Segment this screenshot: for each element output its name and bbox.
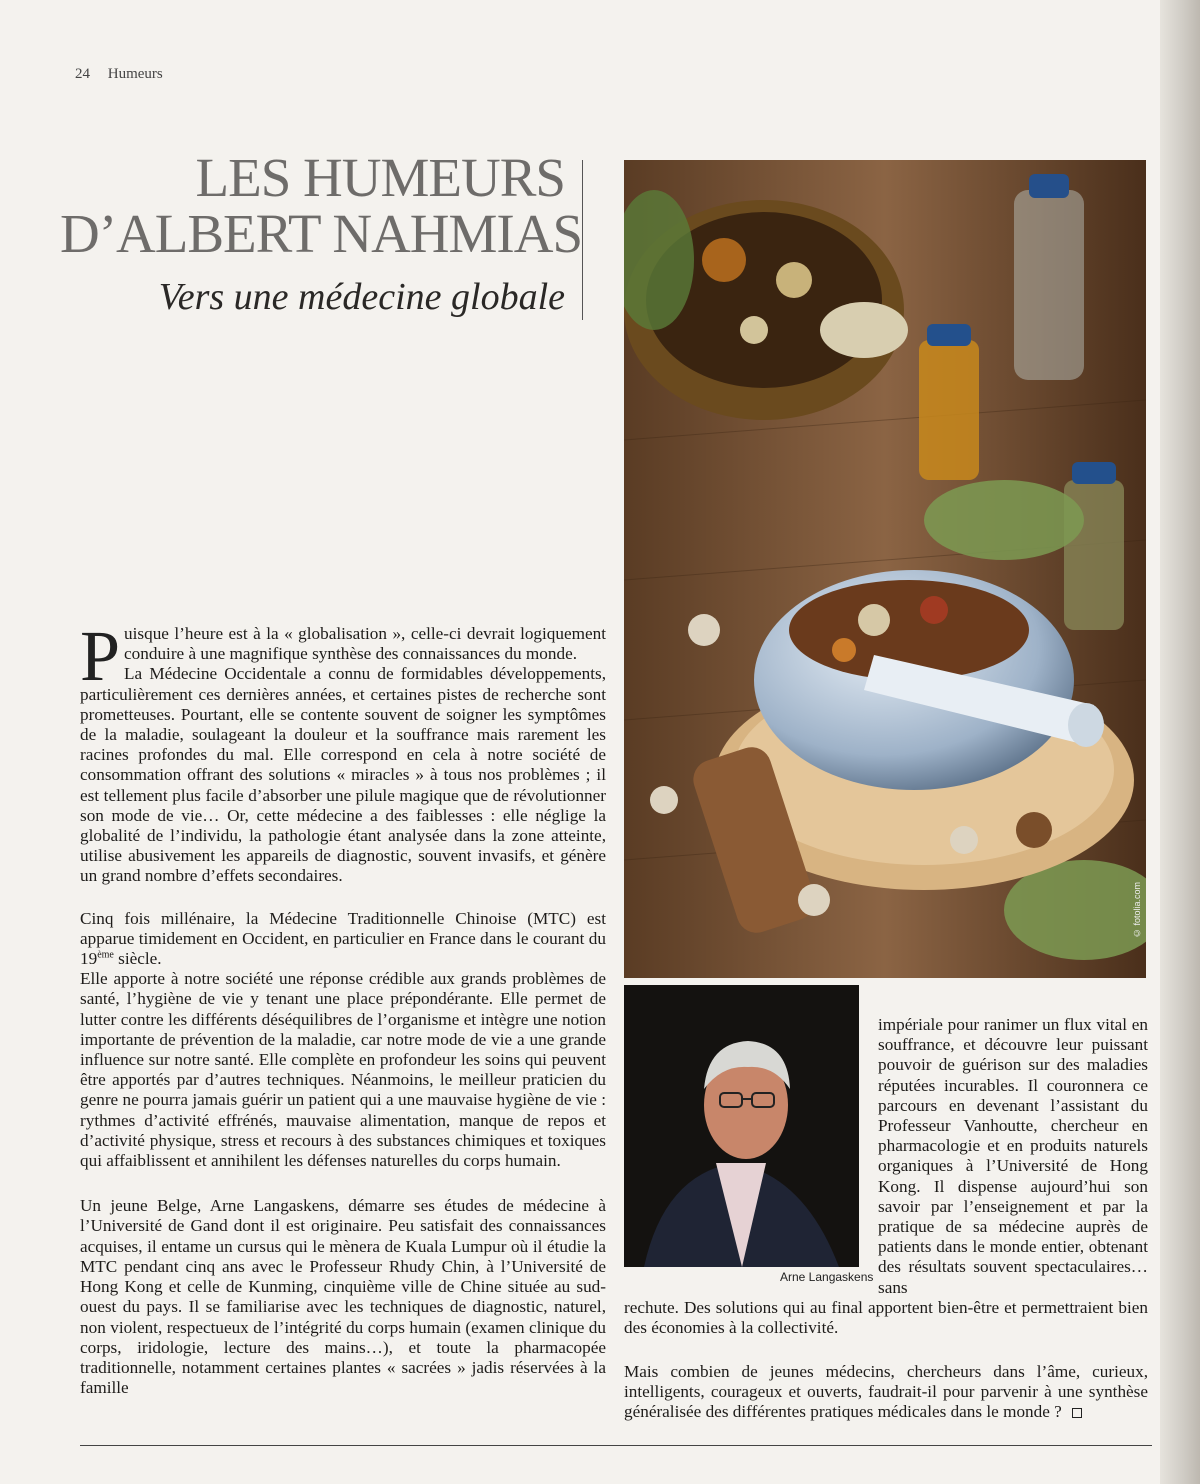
herbal-medicine-photo [624, 160, 1146, 978]
title-line-2: D’ALBERT NAHMIAS [60, 203, 583, 265]
drop-cap: P [80, 616, 121, 696]
paragraph-arne-continued: impériale pour ranimer un flux vital en souffrance, et découvre leur puissant pouvoir de guérison sur des maladies réputées incurables. Il couronnera ce parcours en devenant l’assistant du Professeur Vanhoutte, chercheur en pharmacologie et en produits naturels organiques à l’Université de Hong Kong. Il dispense aujourd’hui son savoir par l’enseignement et par la pratique de sa médecine auprès de patients dans le monde entier, obtenant des résultats souvent spectaculaires… sans [878, 1015, 1148, 1297]
article-right-column [878, 1015, 1148, 1298]
article-conclusion [624, 1362, 1148, 1423]
article-subtitle: Vers une médecine globale [158, 276, 565, 318]
photo-credit: © fotolia.com [1132, 881, 1142, 938]
herbal-medicine-illustration [624, 160, 1146, 978]
paragraph-mtc-benefits: Elle apporte à notre société une réponse crédible aux grands problèmes de santé, l’hygiène de vie y tenant une place prépondérante. Elle permet de lutter contre les différents déséquilibres de l’organisme et intègre une notion importante de prévention de la maladie, car notre mode de vie a une grande influence sur notre santé. Elle complète en profondeur les soins qui peuvent être apportés par d’autres techniques. Néanmoins, le meilleur praticien du genre ne pourra jamais guérir un patient qui a une mauvaise hygiène de vie : rythmes d’activité effrénés, mauvaise alimentation, manque de repos et d’activité physique, stress et recours à des substances chimiques et toxiques qui affaiblissent et annihilent les défenses naturelles du corps humain. [80, 969, 606, 1171]
paragraph-intro: Puisque l’heure est à la « globalisation », celle-ci devrait logiquement conduire à une magnifique synthèse des connaissances du monde. [80, 616, 606, 696]
portrait-caption: Arne Langaskens [780, 1270, 874, 1284]
paragraph-arne-langaskens: Un jeune Belge, Arne Langaskens, démarre ses études de médecine à l’Université de Gand dont il est originaire. Peu satisfait des connaissances acquises, il entame un cursus qui le mènera de Kuala Lumpur où il étudie la MTC pendant cinq ans avec le Professeur Rhudy Chin, à l’Université de Hong Kong et celle de Kunming, cinquième ville de Chine située au sud-ouest du pays. Il se familiarise avec les techniques de diagnostic, naturel, non violent, respectueux de l’intégrité du corps humain (examen clinique du corps, iridologie, lecture des mains…), et toute la pharmacopée traditionnelle, notamment certaines plantes « sacrées » jadis réservées à la famille [80, 1196, 606, 1398]
paragraph-arne-end: rechute. Des solutions qui au final apportent bien-être et permettraient bien des économies à la collectivité. [624, 1298, 1148, 1338]
article-title [60, 147, 583, 265]
title-divider [582, 160, 583, 320]
article-left-column [80, 616, 606, 1398]
paragraph-mtc-history: Cinq fois millénaire, la Médecine Traditionnelle Chinoise (MTC) est apparue timidement en Occident, en particulier en France dans le courant du 19ème siècle. [80, 908, 606, 969]
paragraph-conclusion: Mais combien de jeunes médecins, chercheurs dans l’âme, curieux, intelligents, courageux et ouverts, faudrait-il pour parvenir à une synthèse généralisée des différentes pratiques médicales dans le monde ? [624, 1362, 1148, 1422]
page-number: 24 [75, 66, 90, 82]
running-header [75, 66, 163, 83]
end-mark-icon [1072, 1408, 1082, 1418]
title-line-1: LES HUMEURS [195, 147, 565, 208]
portrait-photo [624, 985, 859, 1267]
paragraph-western-medicine: La Médecine Occidentale a connu de formidables développements, particulièrement ces dernières années, et certaines pistes de recherche sont prometteuses. Pourtant, elle se contente souvent de soigner les symptômes de la maladie, soulageant la douleur et la souffrance mais rarement les racines profondes du mal. Elle correspond en cela à notre société de consommation offrant des solutions « miracles » à tous nos problèmes ; il est tellement plus facile d’absorber une pilule magique que de révolutionner son mode de vie… Or, cette médecine a des faiblesses : elle néglige la globalité de l’individu, la pathologie étant analysée dans la zone atteinte, utilise abusivement les appareils de diagnostic, souvent invasifs, et génère un grand nombre d’effets secondaires. [80, 664, 606, 886]
portrait-illustration [624, 985, 859, 1267]
section-name: Humeurs [107, 66, 163, 82]
page-gutter [1160, 0, 1200, 1484]
bottom-rule [80, 1445, 1152, 1446]
article-continued-text [624, 1298, 1148, 1338]
